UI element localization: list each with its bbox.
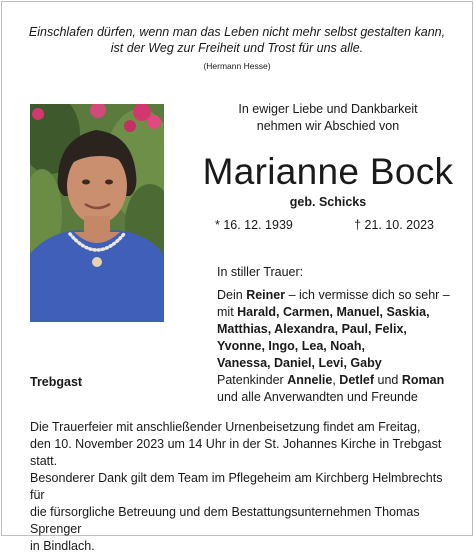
mourners-text: – ich vermisse dich so sehr – <box>285 288 450 302</box>
death-date: † 21. 10. 2023 <box>354 218 434 232</box>
mourners-line-1 <box>217 287 467 304</box>
mourner-spouse-name: Reiner <box>246 288 286 302</box>
mourners-text: und <box>374 373 402 387</box>
mourners-line-6 <box>217 372 467 389</box>
mourners-line-7: und alle Anverwandten und Freunde <box>217 390 418 404</box>
service-line-1: Die Trauerfeier mit anschließender Urnenbeisetzung findet am Freitag, <box>30 420 421 434</box>
thanks-line-2: die fürsorgliche Betreuung und dem Bestattungsunternehmen Thomas Sprenger <box>30 505 420 536</box>
mourners-line-3 <box>217 321 467 338</box>
mourners-line-2 <box>217 304 467 321</box>
birth-date: * 16. 12. 1939 <box>215 218 293 232</box>
godchild-name: Roman <box>401 373 445 387</box>
mourners-text: mit <box>217 305 238 319</box>
obituary-notice <box>1 1 473 553</box>
mourners-text: Dein <box>217 288 247 302</box>
thanks-note <box>30 470 460 555</box>
godchild-name: Detlef <box>339 373 375 387</box>
funeral-service-info <box>30 419 460 470</box>
quote-attribution: (Hermann Hesse) <box>203 61 271 71</box>
place-name: Trebgast <box>30 375 83 389</box>
deceased-name: Marianne Bock <box>202 151 454 192</box>
mourners-line-4 <box>217 338 467 355</box>
mourner-family-names: Matthias, Alexandra, Paul, Felix, <box>217 322 407 336</box>
quote-line-2: ist der Weg zur Freiheit und Trost für uns alle. <box>110 41 364 55</box>
farewell-intro <box>192 101 464 135</box>
quote-line-1: Einschlafen dürfen, wenn man das Leben nicht mehr selbst gestalten kann, <box>28 25 446 39</box>
mourners-lead: In stiller Trauer: <box>217 265 304 279</box>
intro-line-2: nehmen wir Abschied von <box>256 119 400 133</box>
mourners-text: , <box>332 373 340 387</box>
mourners-block <box>217 264 467 406</box>
maiden-name: geb. Schicks <box>289 195 367 209</box>
mourner-family-names: Harald, Carmen, Manuel, Saskia, <box>237 305 430 319</box>
mourner-family-names: Yvonne, Ingo, Lea, Noah, <box>217 339 365 353</box>
portrait-illustration <box>30 104 164 322</box>
mourners-line-5 <box>217 355 467 372</box>
intro-line-1: In ewiger Liebe und Dankbarkeit <box>238 102 418 116</box>
thanks-line-3: in Bindlach. <box>30 539 95 553</box>
quote-block <box>2 24 472 73</box>
mourners-text: Patenkinder <box>217 373 288 387</box>
mourner-family-names: Vanessa, Daniel, Levi, Gaby <box>217 356 382 370</box>
godchild-name: Annelie <box>287 373 333 387</box>
portrait-photo <box>30 104 164 322</box>
service-line-2: den 10. November 2023 um 14 Uhr in der St. Johannes Kirche in Trebgast statt. <box>30 437 442 468</box>
thanks-line-1: Besonderer Dank gilt dem Team im Pflegeheim am Kirchberg Helmbrechts für <box>30 471 443 502</box>
